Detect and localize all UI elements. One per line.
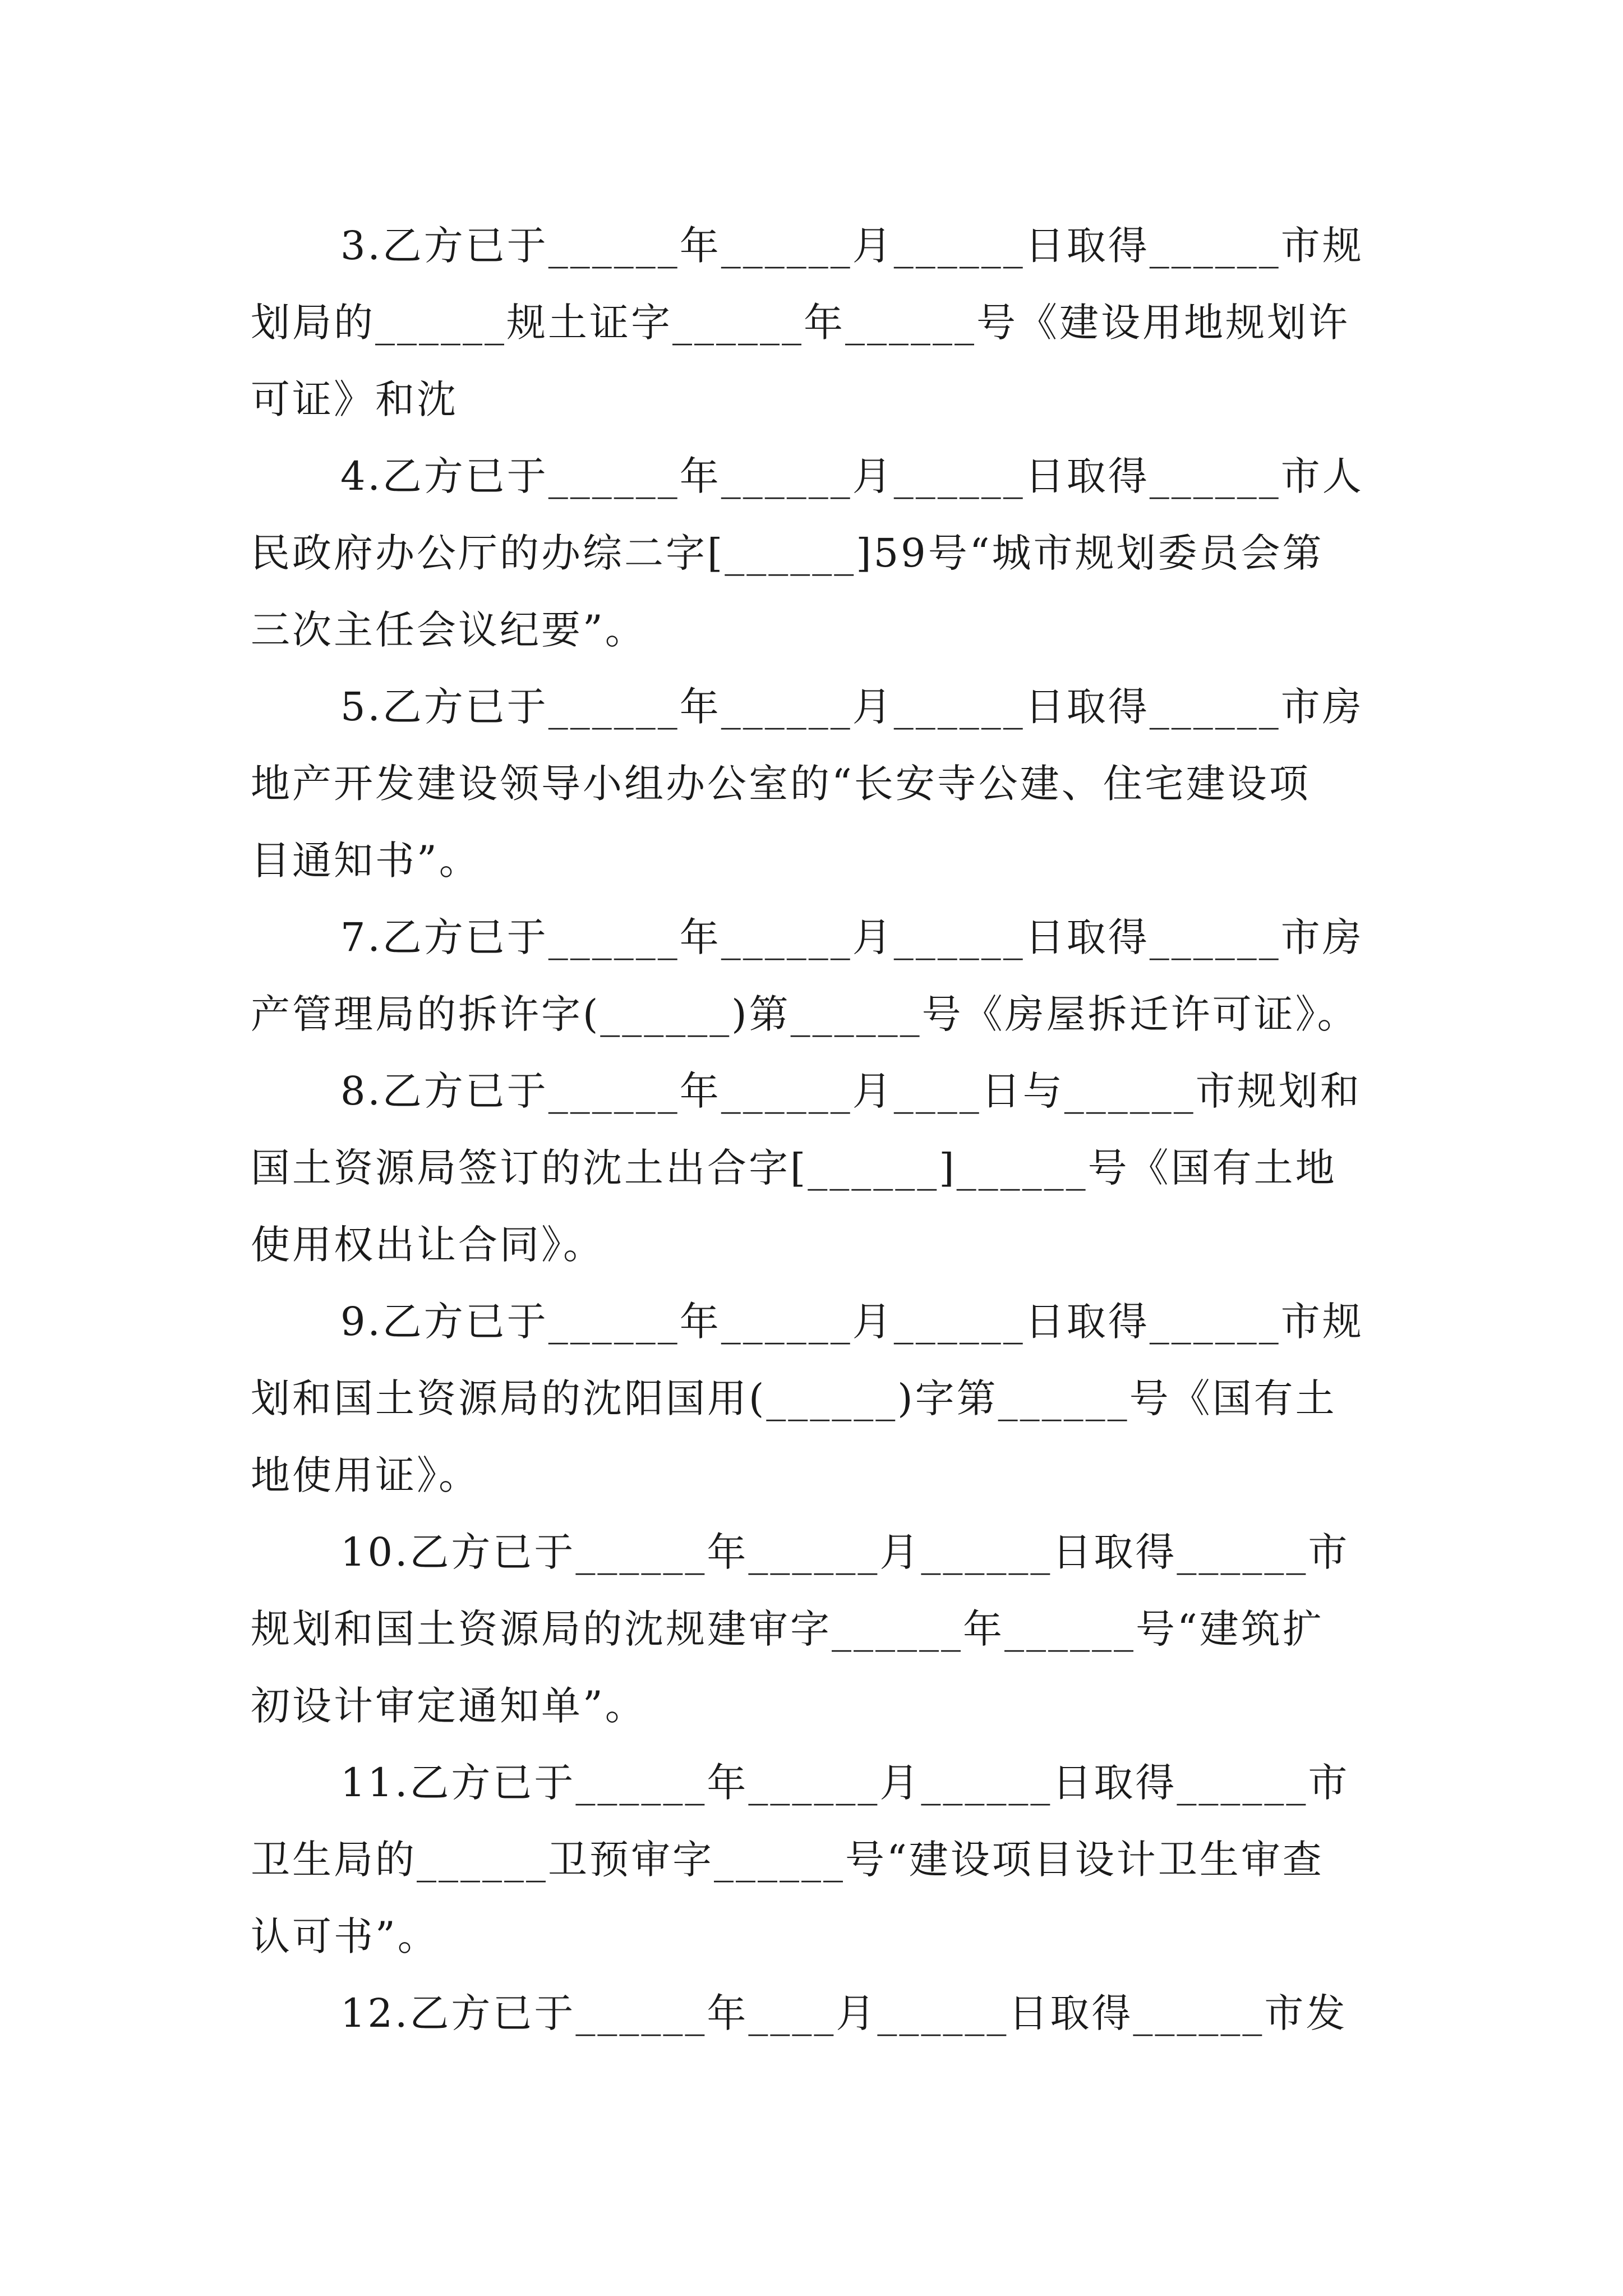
text-line: 产管理局的拆许字(______)第______号《房屋拆迁许可证》。 bbox=[251, 991, 1359, 1037]
text-line: 可证》和沈 bbox=[251, 376, 458, 422]
clause-3 bbox=[251, 208, 1389, 438]
text-line: 7.乙方已于______年______月______日取得______市房 bbox=[340, 914, 1364, 960]
text-line: 5.乙方已于______年______月______日取得______市房 bbox=[340, 684, 1364, 730]
text-line: 划局的______规土证字______年______号《建设用地规划许 bbox=[251, 300, 1350, 346]
text-line: 三次主任会议纪要”。 bbox=[251, 607, 647, 653]
text-line: 3.乙方已于______年______月______日取得______市规 bbox=[340, 223, 1364, 269]
text-line: 使用权出让合同》。 bbox=[251, 1222, 605, 1268]
text-line: 卫生局的______卫预审字______号“建设项目设计卫生审查 bbox=[251, 1837, 1324, 1883]
clause-4 bbox=[251, 438, 1389, 669]
text-line: 目通知书”。 bbox=[251, 838, 481, 884]
text-line: 民政府办公厅的办综二字[______]59号“城市规划委员会第 bbox=[251, 530, 1324, 576]
text-line: 认可书”。 bbox=[251, 1913, 439, 1959]
text-line: 4.乙方已于______年______月______日取得______市人 bbox=[340, 453, 1364, 499]
document-body bbox=[251, 208, 1389, 2052]
text-line: 划和国土资源局的沈阳国用(______)字第______号《国有土 bbox=[251, 1375, 1337, 1421]
text-line: 初设计审定通知单”。 bbox=[251, 1683, 647, 1729]
clause-10 bbox=[251, 1514, 1389, 1745]
clause-8 bbox=[251, 1053, 1389, 1283]
text-line: 规划和国土资源局的沈规建审字______年______号“建筑扩 bbox=[251, 1606, 1324, 1652]
text-line: 地产开发建设领导小组办公室的“长安寺公建、住宅建设项 bbox=[251, 761, 1311, 807]
clause-7 bbox=[251, 899, 1389, 1053]
text-line: 8.乙方已于______年______月____日与______市规划和 bbox=[340, 1068, 1362, 1114]
clause-5 bbox=[251, 669, 1389, 899]
clause-11 bbox=[251, 1745, 1389, 1975]
clause-9 bbox=[251, 1283, 1389, 1514]
text-line: 国土资源局签订的沈土出合字[______]______号《国有土地 bbox=[251, 1145, 1337, 1191]
text-line: 11.乙方已于______年______月______日取得______市 bbox=[340, 1760, 1350, 1806]
text-line: 12.乙方已于______年____月______日取得______市发 bbox=[340, 1990, 1348, 2036]
text-line: 地使用证》。 bbox=[251, 1452, 480, 1498]
text-line: 9.乙方已于______年______月______日取得______市规 bbox=[340, 1299, 1364, 1345]
text-line: 10.乙方已于______年______月______日取得______市 bbox=[340, 1529, 1350, 1575]
clause-12 bbox=[251, 1975, 1389, 2052]
